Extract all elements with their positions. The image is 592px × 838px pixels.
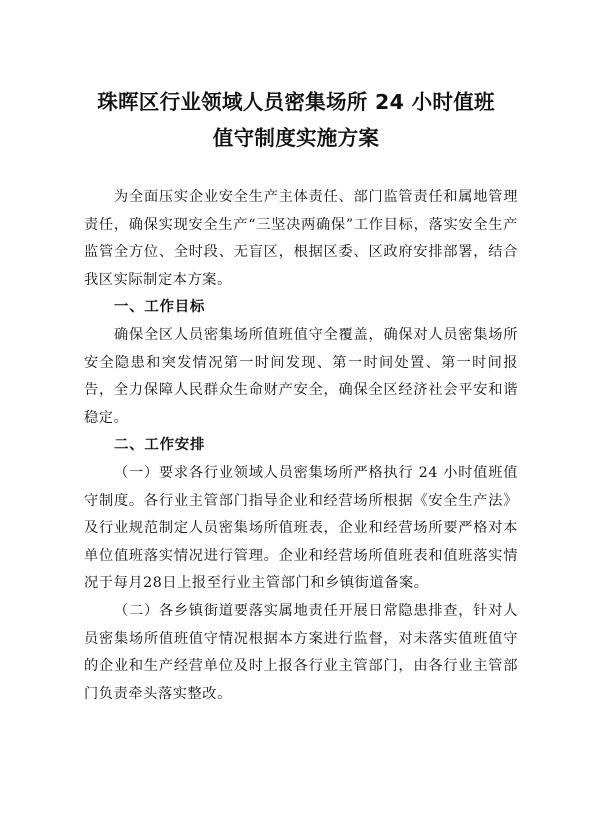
- title-line-1: 珠晖区行业领域人员密集场所 24 小时值班: [97, 90, 495, 114]
- arrangement-paragraph-2: （二）各乡镇街道要落实属地责任开展日常隐患排查，针对人员密集场所值班值守情况根据本方案进行监督，对未落实值班值守的企业和生产经营单位及时上报各行业主管部门，由各行业主管部门负责牵头落实整改。: [84, 602, 518, 702]
- document-body: [84, 184, 518, 708]
- section-heading-arrangements: 二、工作安排: [114, 437, 206, 454]
- intro-paragraph: 为全面压实企业安全生产主体责任、部门监管责任和属地管理责任，确保实现安全生产“三坚决两确保”工作目标，落实安全生产监管全方位、全时段、无盲区，根据区委、区政府安排部署，结合我区实际制定本方案。: [84, 189, 518, 288]
- goals-paragraph: 确保全区人员密集场所值班值守全覆盖，确保对人员密集场所安全隐患和突发情况第一时间发现、第一时间处置、第一时间报告，全力保障人民群众生命财产安全，确保全区经济社会平安和谐稳定。: [84, 326, 518, 426]
- arrangement-paragraph-1: （一）要求各行业领域人员密集场所严格执行 24 小时值班值守制度。各行业主管部门指导企业和经营场所根据《安全生产法》及行业规范制定人员密集场所值班表，企业和经营场所要严格对本单位值班落实情况进行管理。企业和经营场所值班表和值班落实情况于每月28日上报至行业主管部门和乡镇街道备案。: [84, 464, 518, 592]
- document-title: [70, 84, 522, 156]
- section-heading-goals: 一、工作目标: [114, 299, 206, 316]
- title-line-2: 值守制度实施方案: [212, 126, 380, 150]
